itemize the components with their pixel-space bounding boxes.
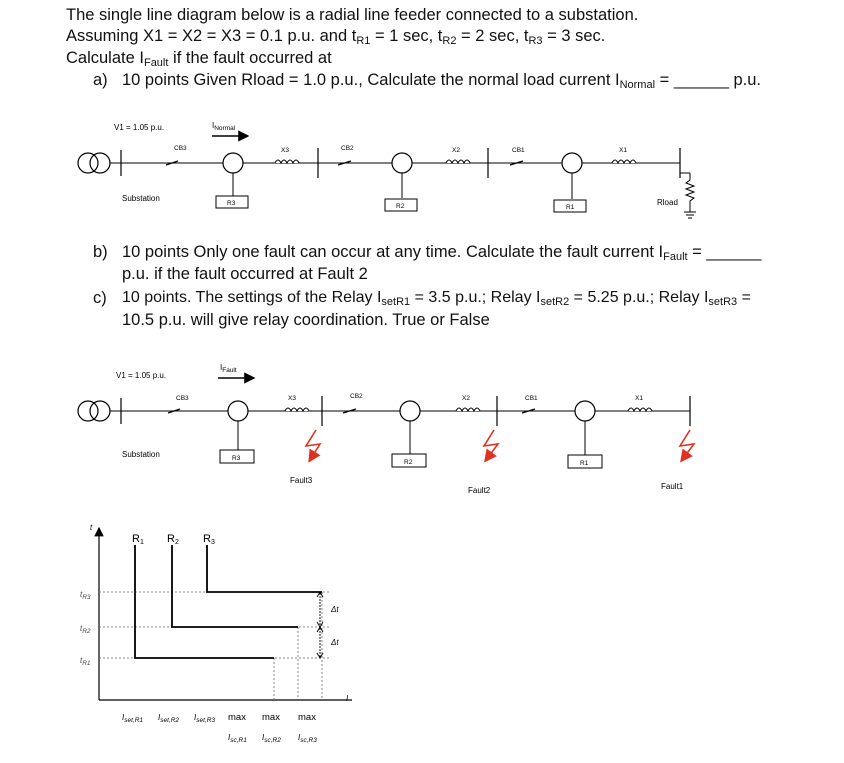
tr2-main: t bbox=[80, 624, 83, 633]
d1-cb3-label: CB3 bbox=[174, 145, 187, 152]
header-tr1-sub: R1 bbox=[356, 35, 371, 47]
current-axis-label: I bbox=[346, 694, 349, 703]
header-line-2c: = 1 sec, t bbox=[370, 27, 443, 45]
isc-r3-label bbox=[298, 733, 317, 744]
dt-lower-label: Δt bbox=[331, 638, 339, 647]
d1-x3-label: X3 bbox=[281, 147, 289, 154]
d2-fault2-label: Fault2 bbox=[468, 486, 491, 495]
d2-cb1-label: CB1 bbox=[525, 395, 538, 402]
ct3 bbox=[223, 153, 243, 173]
x2-reactor bbox=[446, 160, 470, 163]
d1-rload-label: Rload bbox=[657, 198, 678, 207]
d2-x3-label: X3 bbox=[288, 395, 296, 402]
question-c-tail: = bbox=[737, 289, 751, 306]
transformer-coil-right bbox=[90, 153, 110, 173]
r3-label-sub: 3 bbox=[210, 539, 215, 546]
header-tr2-sub: R2 bbox=[442, 35, 457, 47]
tr2-label bbox=[80, 624, 91, 635]
header-line-1: The single line diagram below is a radial line feeder connected to a substation. bbox=[66, 6, 639, 24]
d2-ct2 bbox=[400, 401, 420, 421]
iset-r3-sub: set,R3 bbox=[196, 717, 216, 724]
question-b-text-2: p.u. if the fault occurred at Fault 2 bbox=[122, 265, 368, 283]
question-b-tail: = ______ bbox=[687, 243, 762, 261]
d2-r2-label: R2 bbox=[404, 459, 413, 466]
time-axis-label: t bbox=[90, 523, 93, 532]
question-a-body: 10 points Given Rload = 1.0 p.u., Calculate the normal load current I bbox=[122, 71, 620, 89]
d2-ct1 bbox=[575, 401, 595, 421]
d1-current-main: I bbox=[212, 121, 215, 130]
question-b-body: 10 points Only one fault can occur at any time. Calculate the fault current I bbox=[122, 243, 664, 261]
max2-label: max bbox=[262, 712, 280, 723]
question-c-label: c) bbox=[93, 289, 107, 307]
isc-r2-label bbox=[262, 733, 281, 744]
tr3-main: t bbox=[80, 590, 83, 599]
max1-label: max bbox=[228, 712, 246, 723]
question-c-text-2: 10.5 p.u. will give relay coordination. True or False bbox=[122, 311, 490, 329]
question-c-body: 10 points. The settings of the Relay I bbox=[122, 289, 382, 306]
fault1-symbol bbox=[680, 430, 694, 460]
question-a-tail: = ______ p.u. bbox=[655, 71, 762, 89]
d2-fault1-label: Fault1 bbox=[661, 482, 684, 491]
iset-r2-sub: set,R2 bbox=[160, 717, 180, 724]
d1-x2-label: X2 bbox=[452, 147, 460, 154]
r1-label bbox=[132, 533, 144, 546]
d2-transformer-coil-right bbox=[90, 401, 110, 421]
iset-r2-label bbox=[158, 713, 179, 724]
question-c-sub2: setR2 bbox=[540, 296, 570, 308]
d2-substation-label: Substation bbox=[122, 450, 160, 459]
header-ifault-sub: Fault bbox=[143, 57, 169, 69]
tr3-sub: R3 bbox=[82, 594, 91, 601]
r3-characteristic bbox=[207, 545, 322, 592]
tr3-label bbox=[80, 590, 91, 601]
d1-cb2-label: CB2 bbox=[341, 145, 354, 152]
iset-r3-label bbox=[194, 713, 215, 724]
header-line-2e: = 2 sec, t bbox=[456, 27, 529, 45]
question-a-sub: Normal bbox=[619, 79, 656, 91]
d2-x1-reactor bbox=[628, 408, 652, 411]
r2-label-sub: 2 bbox=[174, 539, 179, 546]
rload-resistor bbox=[686, 173, 694, 212]
d1-x1-label: X1 bbox=[619, 147, 627, 154]
isc-r3-sub: sc,R3 bbox=[300, 737, 317, 744]
question-b-sub: Fault bbox=[663, 251, 688, 263]
r1-characteristic bbox=[135, 545, 274, 658]
header-line-3a: Calculate I bbox=[66, 49, 144, 67]
d2-cb2-label: CB2 bbox=[350, 393, 363, 400]
d1-current-label bbox=[212, 121, 236, 132]
x3-reactor bbox=[275, 160, 299, 163]
isc-r1-label bbox=[228, 733, 247, 744]
tr1-label bbox=[80, 656, 91, 667]
d2-x2-reactor bbox=[456, 408, 480, 411]
fault2-symbol bbox=[484, 430, 498, 460]
x1-reactor bbox=[612, 160, 636, 163]
tr1-main: t bbox=[80, 656, 83, 665]
isc-r2-main: I bbox=[262, 733, 265, 742]
header-line-2a: Assuming X1 = X2 = X3 = 0.1 p.u. and t bbox=[66, 27, 357, 45]
d2-x3-reactor bbox=[285, 408, 309, 411]
fault3-symbol bbox=[306, 430, 320, 460]
iset-r1-main: I bbox=[122, 713, 125, 722]
d2-current-label bbox=[220, 363, 237, 374]
tr2-sub: R2 bbox=[82, 628, 91, 635]
question-c-mid2: = 5.25 p.u.; Relay I bbox=[569, 289, 709, 306]
r2-label bbox=[167, 533, 179, 546]
r3-label-main: R bbox=[203, 533, 211, 545]
question-a-label: a) bbox=[93, 71, 108, 89]
question-c-mid1: = 3.5 p.u.; Relay I bbox=[410, 289, 541, 306]
d1-cb1-label: CB1 bbox=[512, 147, 525, 154]
header-tr3-sub: R3 bbox=[528, 35, 543, 47]
d2-x2-label: X2 bbox=[462, 395, 470, 402]
r2-characteristic bbox=[172, 545, 298, 627]
d1-r2-label: R2 bbox=[396, 203, 405, 210]
iset-r1-sub: set,R1 bbox=[124, 717, 144, 724]
isc-r1-sub: sc,R1 bbox=[230, 737, 247, 744]
tr1-sub: R1 bbox=[82, 660, 91, 667]
ct2 bbox=[392, 153, 412, 173]
relay-coordination-graph bbox=[80, 523, 352, 744]
d2-v1-label: V1 = 1.05 p.u. bbox=[116, 371, 167, 380]
d2-x1-label: X1 bbox=[635, 395, 643, 402]
r3-label bbox=[203, 533, 215, 546]
d2-ct3 bbox=[228, 401, 248, 421]
d1-r1-label: R1 bbox=[566, 204, 575, 211]
question-c-sub1: setR1 bbox=[381, 296, 411, 308]
d2-current-main: I bbox=[220, 363, 223, 372]
d2-current-sub: Fault bbox=[222, 367, 237, 374]
d1-r3-label: R3 bbox=[227, 200, 236, 207]
header-line-2g: = 3 sec. bbox=[542, 27, 606, 45]
single-line-diagram-fault bbox=[78, 363, 694, 495]
d1-substation-label: Substation bbox=[122, 194, 160, 203]
question-c-sub3: setR3 bbox=[708, 296, 738, 308]
r1-label-sub: 1 bbox=[139, 539, 144, 546]
d2-transformer-coil-left bbox=[78, 401, 98, 421]
r1-label-main: R bbox=[132, 533, 140, 545]
iset-r1-label bbox=[122, 713, 143, 724]
d2-fault3-label: Fault3 bbox=[290, 476, 313, 485]
d1-current-sub: Normal bbox=[214, 125, 236, 132]
max3-label: max bbox=[298, 712, 316, 723]
d2-r3-label: R3 bbox=[232, 455, 241, 462]
ct1 bbox=[562, 153, 582, 173]
isc-r3-main: I bbox=[298, 733, 301, 742]
isc-r2-sub: sc,R2 bbox=[264, 737, 281, 744]
dt-upper-label: Δt bbox=[331, 605, 339, 614]
d1-v1-label: V1 = 1.05 p.u. bbox=[114, 123, 165, 132]
isc-r1-main: I bbox=[228, 733, 231, 742]
r2-label-main: R bbox=[167, 533, 175, 545]
header-line-3c: if the fault occurred at bbox=[168, 49, 332, 67]
transformer-coil-left bbox=[78, 153, 98, 173]
d2-r1-label: R1 bbox=[580, 460, 589, 467]
iset-r3-main: I bbox=[194, 713, 197, 722]
iset-r2-main: I bbox=[158, 713, 161, 722]
single-line-diagram-normal bbox=[78, 121, 696, 218]
question-b-label: b) bbox=[93, 243, 108, 261]
d2-cb3-label: CB3 bbox=[176, 395, 189, 402]
